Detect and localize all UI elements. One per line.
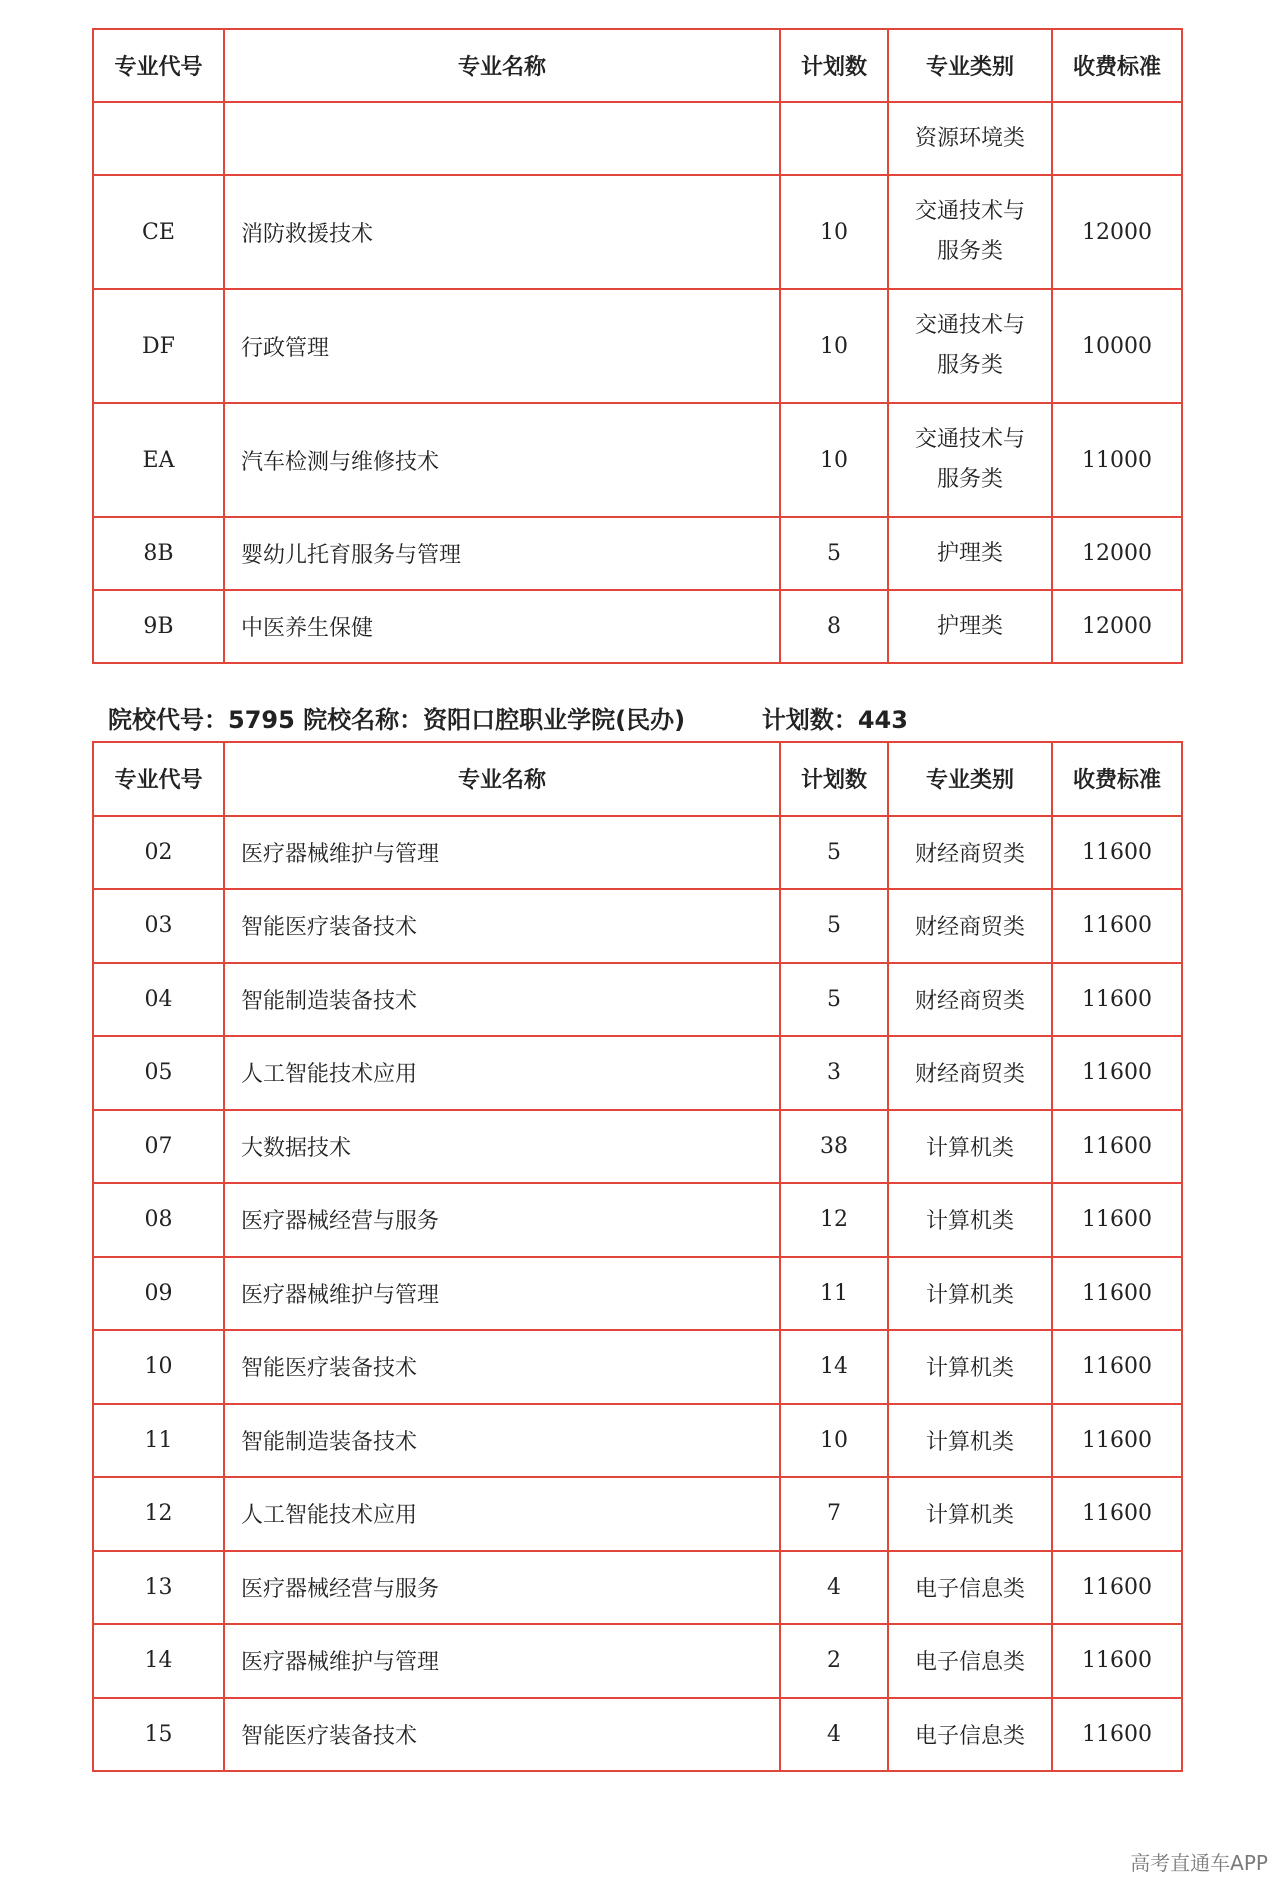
- cell-name: 智能制造装备技术: [224, 963, 780, 1037]
- school-name: 资阳口腔职业学院(民办): [423, 706, 686, 734]
- cell-name: 大数据技术: [224, 1110, 780, 1184]
- cell-plan: 5: [780, 889, 888, 963]
- cell-category: 资源环境类: [888, 102, 1052, 175]
- cell-code: 15: [93, 1698, 224, 1772]
- cell-plan: 12: [780, 1183, 888, 1257]
- cell-plan: 2: [780, 1624, 888, 1698]
- cell-code: CE: [93, 175, 224, 289]
- header-code: 专业代号: [93, 742, 224, 816]
- cell-fee: 11600: [1052, 1477, 1182, 1551]
- table-row: [93, 816, 1182, 890]
- cell-fee: 11600: [1052, 1183, 1182, 1257]
- cell-category: 计算机类: [888, 1257, 1052, 1331]
- cell-name: 医疗器械经营与服务: [224, 1183, 780, 1257]
- cell-plan: 5: [780, 816, 888, 890]
- cell-plan: 5: [780, 963, 888, 1037]
- cell-category: 计算机类: [888, 1404, 1052, 1478]
- header-category: 专业类别: [888, 29, 1052, 102]
- table-row: [93, 1698, 1182, 1772]
- cell-plan: 8: [780, 590, 888, 663]
- cell-category: 电子信息类: [888, 1698, 1052, 1772]
- cell-category: 交通技术与服务类: [888, 403, 1052, 517]
- cell-category: 护理类: [888, 590, 1052, 663]
- cell-name: 婴幼儿托育服务与管理: [224, 517, 780, 590]
- cell-name: 医疗器械维护与管理: [224, 816, 780, 890]
- cell-fee: 11600: [1052, 1110, 1182, 1184]
- table-row: [93, 403, 1182, 517]
- cell-code: 12: [93, 1477, 224, 1551]
- school-plan: 443: [857, 706, 908, 734]
- table-row: [93, 1624, 1182, 1698]
- header-category: 专业类别: [888, 742, 1052, 816]
- cell-category: 计算机类: [888, 1477, 1052, 1551]
- cell-code: 11: [93, 1404, 224, 1478]
- table-row: [93, 1404, 1182, 1478]
- cell-fee: 11600: [1052, 816, 1182, 890]
- cell-code: 13: [93, 1551, 224, 1625]
- table-row: [93, 1257, 1182, 1331]
- cell-fee: 11600: [1052, 963, 1182, 1037]
- table-row: [93, 1477, 1182, 1551]
- cell-name: 汽车检测与维修技术: [224, 403, 780, 517]
- table-row: [93, 517, 1182, 590]
- cell-fee: 11000: [1052, 403, 1182, 517]
- cell-name: 中医养生保健: [224, 590, 780, 663]
- cell-code: 8B: [93, 517, 224, 590]
- cell-name: 医疗器械维护与管理: [224, 1257, 780, 1331]
- table-row: [93, 102, 1182, 175]
- cell-category: 护理类: [888, 517, 1052, 590]
- header-plan: 计划数: [780, 742, 888, 816]
- cell-code: 03: [93, 889, 224, 963]
- table-row: [93, 1183, 1182, 1257]
- cell-code: 9B: [93, 590, 224, 663]
- header-name: 专业名称: [224, 29, 780, 102]
- header-fee: 收费标准: [1052, 29, 1182, 102]
- cell-plan: 4: [780, 1551, 888, 1625]
- school-plan-label: 计划数：: [761, 706, 858, 734]
- table-row: [93, 1551, 1182, 1625]
- major-table-school-5795: [92, 741, 1183, 1772]
- cell-fee: 11600: [1052, 889, 1182, 963]
- cell-name: 医疗器械维护与管理: [224, 1624, 780, 1698]
- major-table-continued: [92, 28, 1183, 664]
- cell-fee: 11600: [1052, 1036, 1182, 1110]
- cell-name: 行政管理: [224, 289, 780, 403]
- cell-category: 电子信息类: [888, 1551, 1052, 1625]
- cell-code: 08: [93, 1183, 224, 1257]
- cell-plan: 5: [780, 517, 888, 590]
- cell-code: 10: [93, 1330, 224, 1404]
- cell-name: 消防救援技术: [224, 175, 780, 289]
- table-header-row: [93, 742, 1182, 816]
- cell-plan: [780, 102, 888, 175]
- cell-fee: 12000: [1052, 590, 1182, 663]
- cell-plan: 10: [780, 1404, 888, 1478]
- cell-plan: 3: [780, 1036, 888, 1110]
- table-row: [93, 175, 1182, 289]
- cell-code: 07: [93, 1110, 224, 1184]
- cell-plan: 14: [780, 1330, 888, 1404]
- cell-category: 交通技术与服务类: [888, 289, 1052, 403]
- cell-fee: 11600: [1052, 1624, 1182, 1698]
- table-row: [93, 1330, 1182, 1404]
- cell-fee: 11600: [1052, 1698, 1182, 1772]
- cell-plan: 7: [780, 1477, 888, 1551]
- table-row: [93, 1036, 1182, 1110]
- header-code: 专业代号: [93, 29, 224, 102]
- watermark: 高考直通车APP: [1130, 1851, 1268, 1875]
- cell-code: EA: [93, 403, 224, 517]
- cell-code: 09: [93, 1257, 224, 1331]
- cell-name: 医疗器械经营与服务: [224, 1551, 780, 1625]
- cell-category: 财经商贸类: [888, 963, 1052, 1037]
- table-row: [93, 590, 1182, 663]
- cell-name: 智能医疗装备技术: [224, 1698, 780, 1772]
- cell-fee: 11600: [1052, 1404, 1182, 1478]
- cell-fee: 12000: [1052, 517, 1182, 590]
- cell-code: DF: [93, 289, 224, 403]
- school-name-label: 院校名称：: [303, 706, 424, 734]
- cell-name: 人工智能技术应用: [224, 1036, 780, 1110]
- header-name: 专业名称: [224, 742, 780, 816]
- cell-category: 财经商贸类: [888, 889, 1052, 963]
- table-header-row: [93, 29, 1182, 102]
- cell-code: 04: [93, 963, 224, 1037]
- table-row: [93, 889, 1182, 963]
- cell-plan: 10: [780, 403, 888, 517]
- cell-category: 计算机类: [888, 1183, 1052, 1257]
- cell-fee: 11600: [1052, 1257, 1182, 1331]
- cell-plan: 11: [780, 1257, 888, 1331]
- header-plan: 计划数: [780, 29, 888, 102]
- cell-category: 交通技术与服务类: [888, 175, 1052, 289]
- cell-fee: 11600: [1052, 1330, 1182, 1404]
- cell-category: 财经商贸类: [888, 1036, 1052, 1110]
- school-code: 5795: [228, 706, 295, 734]
- table-row: [93, 289, 1182, 403]
- school-info-line: [108, 700, 908, 735]
- school-code-label: 院校代号：: [108, 706, 228, 734]
- cell-fee: 10000: [1052, 289, 1182, 403]
- cell-fee: 11600: [1052, 1551, 1182, 1625]
- cell-code: [93, 102, 224, 175]
- cell-code: 05: [93, 1036, 224, 1110]
- cell-name: 智能医疗装备技术: [224, 889, 780, 963]
- cell-category: 财经商贸类: [888, 816, 1052, 890]
- cell-name: 智能医疗装备技术: [224, 1330, 780, 1404]
- cell-category: 电子信息类: [888, 1624, 1052, 1698]
- table-row: [93, 1110, 1182, 1184]
- cell-category: 计算机类: [888, 1330, 1052, 1404]
- cell-name: 智能制造装备技术: [224, 1404, 780, 1478]
- cell-plan: 10: [780, 175, 888, 289]
- cell-plan: 10: [780, 289, 888, 403]
- cell-plan: 38: [780, 1110, 888, 1184]
- cell-code: 14: [93, 1624, 224, 1698]
- cell-plan: 4: [780, 1698, 888, 1772]
- cell-fee: [1052, 102, 1182, 175]
- cell-name: 人工智能技术应用: [224, 1477, 780, 1551]
- cell-fee: 12000: [1052, 175, 1182, 289]
- table-row: [93, 963, 1182, 1037]
- cell-category: 计算机类: [888, 1110, 1052, 1184]
- cell-name: [224, 102, 780, 175]
- cell-code: 02: [93, 816, 224, 890]
- header-fee: 收费标准: [1052, 742, 1182, 816]
